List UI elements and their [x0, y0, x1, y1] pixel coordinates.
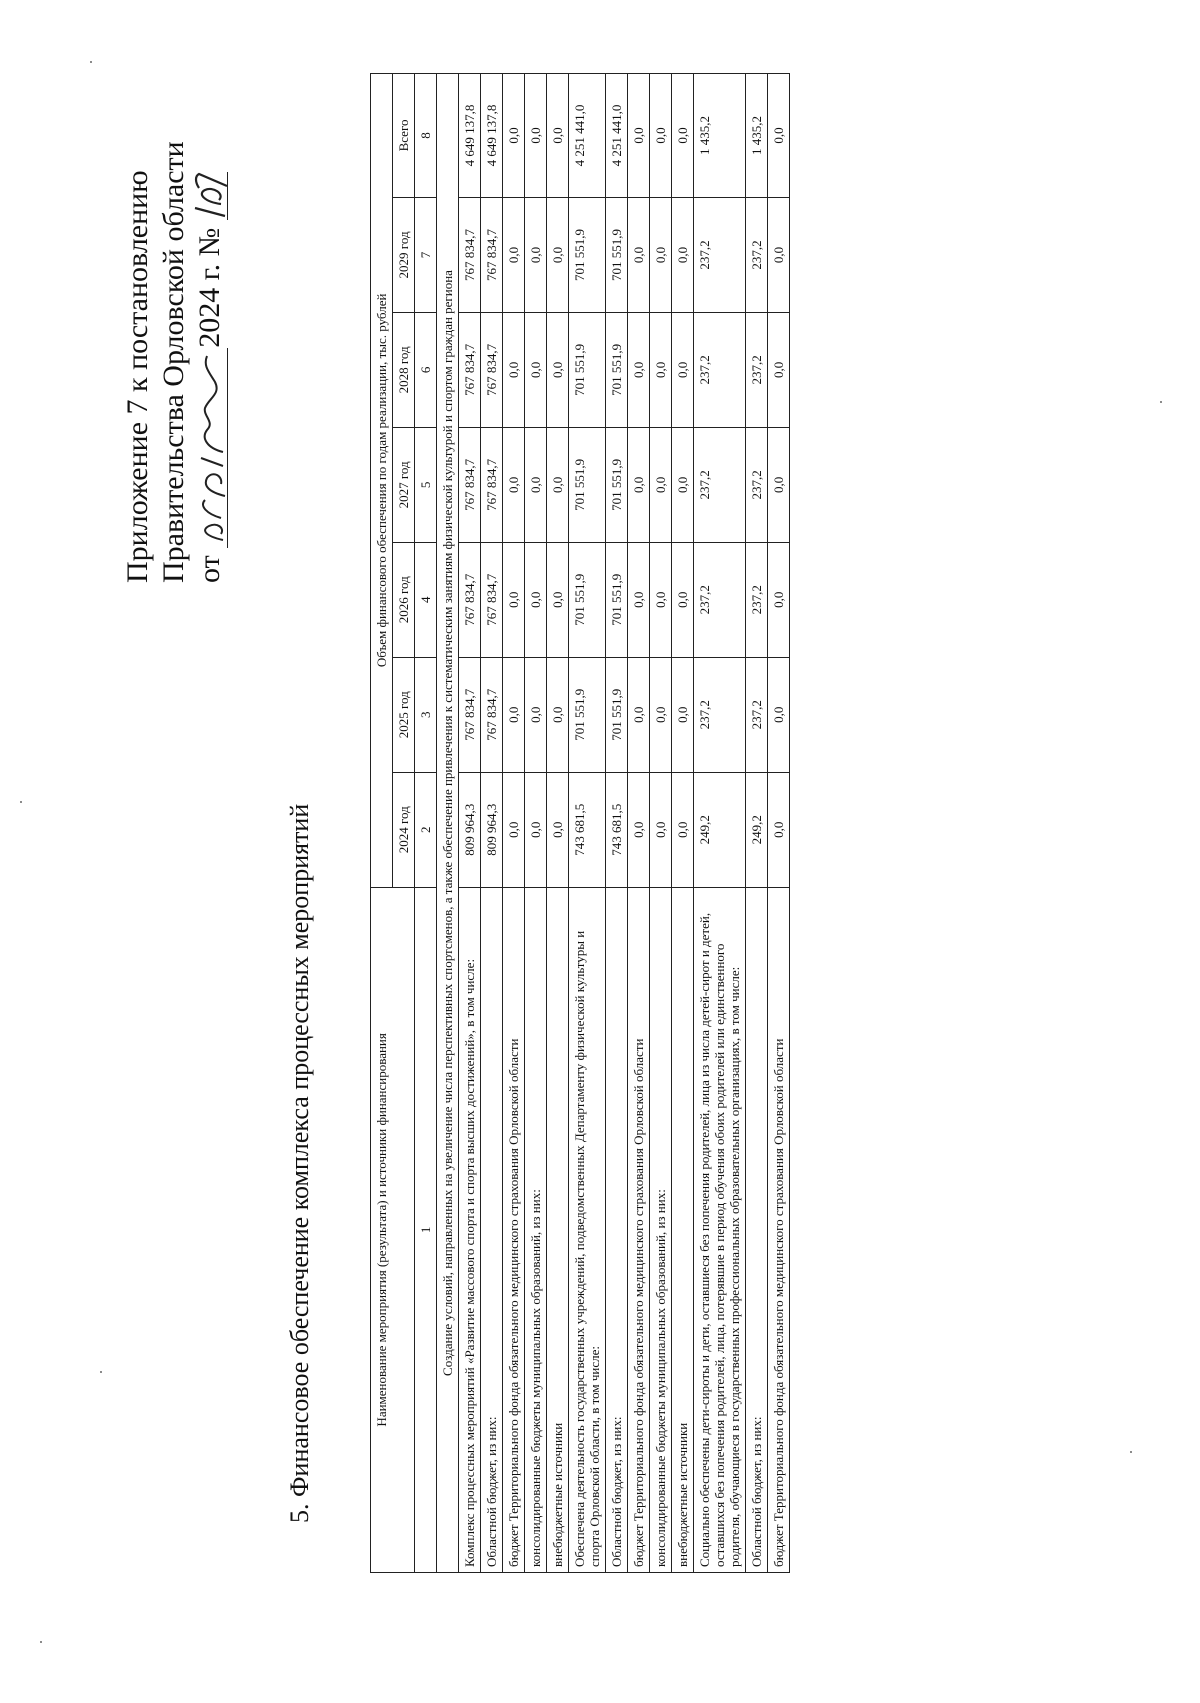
row-value: 0,0 [503, 312, 525, 427]
row-value: 0,0 [768, 197, 790, 312]
row-value: 0,0 [628, 542, 650, 657]
year-header: 2028 год [393, 312, 415, 427]
row-value: 0,0 [628, 312, 650, 427]
col-number: 2 [415, 772, 437, 887]
row-name: бюджет Территориального фонда обязательного медицинского страхования Орловской области [768, 887, 790, 1572]
col-number: 8 [415, 74, 437, 198]
row-total: 4 251 441,0 [606, 74, 628, 198]
date-prefix: от [193, 555, 226, 583]
name-column-header: Наименование мероприятия (результата) и источники финансирования [371, 887, 415, 1572]
row-value: 767 834,7 [459, 312, 481, 427]
row-value: 0,0 [768, 427, 790, 542]
row-value: 767 834,7 [459, 427, 481, 542]
row-total: 4 649 137,8 [459, 74, 481, 198]
column-numbers-row [415, 74, 437, 1573]
row-value: 237,2 [746, 657, 768, 772]
row-total: 4 649 137,8 [481, 74, 503, 198]
row-value: 0,0 [503, 427, 525, 542]
row-value: 701 551,9 [606, 657, 628, 772]
table-row [481, 74, 503, 1573]
row-value: 767 834,7 [481, 312, 503, 427]
row-value: 237,2 [694, 197, 746, 312]
row-value: 237,2 [694, 657, 746, 772]
row-value: 0,0 [650, 542, 672, 657]
table-row [525, 74, 547, 1573]
row-value: 0,0 [672, 427, 694, 542]
row-value: 0,0 [768, 542, 790, 657]
col-number: 4 [415, 542, 437, 657]
header-row-1 [371, 74, 393, 1573]
row-total: 1 435,2 [746, 74, 768, 198]
year-header: 2029 год [393, 197, 415, 312]
financing-table [370, 73, 790, 1573]
row-value: 701 551,9 [606, 427, 628, 542]
col-number: 7 [415, 197, 437, 312]
row-value: 0,0 [547, 312, 569, 427]
row-name: бюджет Территориального фонда обязательного медицинского страхования Орловской области [628, 887, 650, 1572]
row-value: 809 964,3 [459, 772, 481, 887]
row-value: 0,0 [503, 542, 525, 657]
row-value: 237,2 [746, 542, 768, 657]
row-value: 701 551,9 [606, 312, 628, 427]
year-header: 2025 год [393, 657, 415, 772]
table-row [459, 74, 481, 1573]
row-value: 767 834,7 [481, 197, 503, 312]
row-value: 0,0 [650, 657, 672, 772]
row-value: 767 834,7 [459, 197, 481, 312]
col-number: 5 [415, 427, 437, 542]
row-value: 0,0 [547, 427, 569, 542]
row-value: 0,0 [672, 542, 694, 657]
row-total: 0,0 [547, 74, 569, 198]
row-total: 0,0 [768, 74, 790, 198]
row-value: 0,0 [525, 312, 547, 427]
row-value: 0,0 [650, 427, 672, 542]
year-header: 2027 год [393, 427, 415, 542]
row-value: 0,0 [628, 772, 650, 887]
section-row [437, 74, 459, 1573]
row-name: Областной бюджет, из них: [606, 887, 628, 1572]
date-suffix: 2024 г. № [193, 227, 226, 348]
row-value: 701 551,9 [606, 197, 628, 312]
row-name: Социально обеспечены дети-сироты и дети, оставшиеся без попечения родителей, лица из числа детей-сирот и детей, оставшихся без попечения родителей, лица, потерявшие в период обучения обоих родителей или единственного родителя, обучающиеся в государственных профессиональных образовательных организациях, в том числе: [694, 887, 746, 1572]
row-value: 0,0 [525, 772, 547, 887]
row-value: 0,0 [547, 542, 569, 657]
row-value: 237,2 [694, 542, 746, 657]
row-name: Областной бюджет, из них: [481, 887, 503, 1572]
row-value: 701 551,9 [569, 197, 606, 312]
row-value: 0,0 [768, 657, 790, 772]
row-value: 0,0 [768, 772, 790, 887]
table-row [746, 74, 768, 1573]
row-value: 237,2 [746, 197, 768, 312]
row-value: 701 551,9 [606, 542, 628, 657]
row-value: 743 681,5 [569, 772, 606, 887]
row-value: 0,0 [503, 657, 525, 772]
row-name: внебюджетные источники [547, 887, 569, 1572]
row-value: 0,0 [672, 197, 694, 312]
row-value: 237,2 [746, 427, 768, 542]
row-value: 701 551,9 [569, 657, 606, 772]
total-header: Всего [393, 74, 415, 198]
row-total: 0,0 [650, 74, 672, 198]
row-name: бюджет Территориального фонда обязательного медицинского страхования Орловской области [503, 887, 525, 1572]
row-value: 767 834,7 [459, 542, 481, 657]
section-title: Создание условий, направленных на увеличение числа перспективных спортсменов, а также обеспечение привлечения к систематическим занятиям физической культурой и спортом граждан региона [437, 74, 459, 1573]
row-value: 767 834,7 [481, 427, 503, 542]
row-total: 4 251 441,0 [569, 74, 606, 198]
table-row [547, 74, 569, 1573]
row-value: 0,0 [525, 427, 547, 542]
year-header: 2024 год [393, 772, 415, 887]
handwritten-date [197, 348, 228, 548]
row-value: 0,0 [503, 197, 525, 312]
row-value: 0,0 [525, 657, 547, 772]
row-value: 767 834,7 [459, 657, 481, 772]
row-name: Областной бюджет, из них: [746, 887, 768, 1572]
table-row [650, 74, 672, 1573]
year-header: 2026 год [393, 542, 415, 657]
row-name: Обеспечена деятельность государственных учреждений, подведомственных Департаменту физической культуры и спорта Орловской области, в том числе: [569, 887, 606, 1572]
funding-group-header: Объем финансового обеспечения по годам реализации, тыс. рублей [371, 74, 393, 888]
table-row [628, 74, 650, 1573]
row-total: 0,0 [672, 74, 694, 198]
row-name: Комплекс процессных мероприятий «Развитие массового спорта и спорта высших достижений», в том числе: [459, 887, 481, 1572]
table-row [569, 74, 606, 1573]
row-value: 237,2 [746, 312, 768, 427]
row-value: 767 834,7 [481, 657, 503, 772]
row-value: 0,0 [547, 657, 569, 772]
row-value: 0,0 [672, 312, 694, 427]
table-row [503, 74, 525, 1573]
row-value: 0,0 [628, 197, 650, 312]
row-value: 0,0 [768, 312, 790, 427]
row-total: 1 435,2 [694, 74, 746, 198]
row-value: 0,0 [650, 197, 672, 312]
row-value: 237,2 [694, 312, 746, 427]
col-number: 3 [415, 657, 437, 772]
handwritten-number [197, 172, 228, 220]
row-value: 767 834,7 [481, 542, 503, 657]
row-value: 0,0 [672, 657, 694, 772]
table-row [606, 74, 628, 1573]
row-value: 0,0 [547, 197, 569, 312]
row-value: 0,0 [525, 197, 547, 312]
col-number: 1 [415, 887, 437, 1572]
row-total: 0,0 [525, 74, 547, 198]
row-value: 0,0 [525, 542, 547, 657]
row-value: 249,2 [694, 772, 746, 887]
row-name: консолидированные бюджеты муниципальных образований, из них: [525, 887, 547, 1572]
appendix-header [120, 143, 228, 583]
header-line-2: Правительства Орловской области [157, 141, 190, 583]
row-value: 809 964,3 [481, 772, 503, 887]
row-value: 0,0 [547, 772, 569, 887]
row-name: консолидированные бюджеты муниципальных образований, из них: [650, 887, 672, 1572]
row-name: внебюджетные источники [672, 887, 694, 1572]
row-value: 743 681,5 [606, 772, 628, 887]
row-total: 0,0 [503, 74, 525, 198]
row-value: 0,0 [628, 427, 650, 542]
page-title: 5. Финансовое обеспечение комплекса процессных мероприятий [285, 803, 314, 1523]
table-row [672, 74, 694, 1573]
row-value: 0,0 [503, 772, 525, 887]
row-value: 249,2 [746, 772, 768, 887]
row-value: 0,0 [650, 312, 672, 427]
row-value: 701 551,9 [569, 427, 606, 542]
row-value: 0,0 [672, 772, 694, 887]
col-number: 6 [415, 312, 437, 427]
row-value: 701 551,9 [569, 542, 606, 657]
table-row [694, 74, 746, 1573]
row-value: 237,2 [694, 427, 746, 542]
header-line-1: Приложение 7 к постановлению [121, 170, 154, 583]
row-value: 0,0 [628, 657, 650, 772]
row-value: 0,0 [650, 772, 672, 887]
table-row [768, 74, 790, 1573]
header-line-3 [192, 143, 228, 583]
row-value: 701 551,9 [569, 312, 606, 427]
row-total: 0,0 [628, 74, 650, 198]
